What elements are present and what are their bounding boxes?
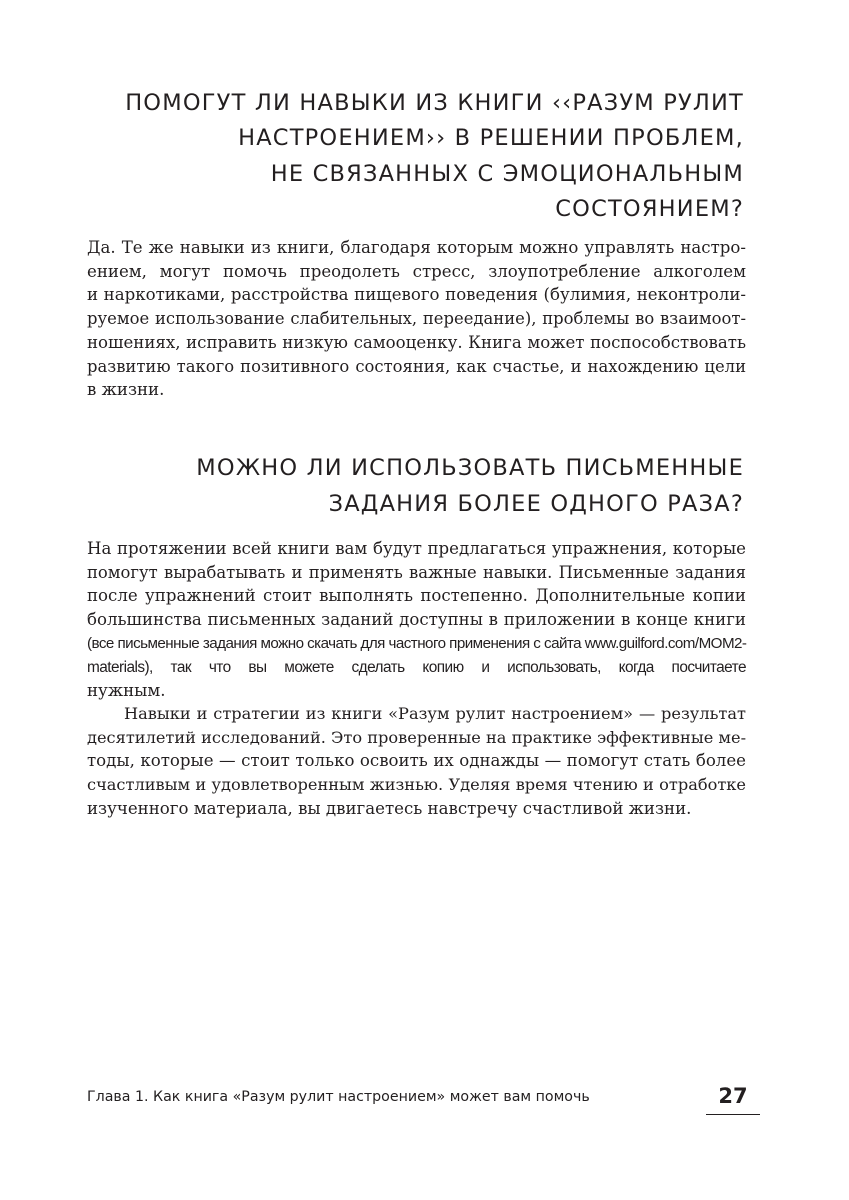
text-line: счастливым и удовлетворенным жизнью. Уделяя время чтению и отработке [87, 775, 746, 795]
text-line: в жизни. [87, 380, 165, 400]
text-line: после упражнений стоит выполнять постепенно. Дополнительные копии [87, 586, 746, 606]
section-heading-reuse-worksheets [196, 450, 744, 522]
text-line: ением, могут помочь преодолеть стресс, злоупотребление алкоголем [87, 261, 746, 281]
text-line: На протяжении всей книги вам будут предлагаться упражнения, которые [87, 539, 746, 558]
heading-line: НЕ СВЯЗАННЫХ С ЭМОЦИОНАЛЬНЫМ [270, 160, 744, 187]
text-line: развитию такого позитивного состояния, как счастье, и нахождению цели [87, 356, 746, 376]
paragraph-skills-and-strategies [87, 702, 746, 821]
text-line-url: (все письменные задания можно скачать для частного применения с сайта www.guilford.com/MOM2- [87, 634, 747, 652]
text-line: materials), так что вы можете сделать копию и использовать, когда посчитаете [87, 658, 746, 676]
text-line: ношениях, исправить низкую самооценку. Книга может поспособствовать [87, 332, 746, 352]
text-line: помогут вырабатывать и применять важные навыки. Письменные задания [87, 562, 746, 582]
text-line: большинства письменных заданий доступны в приложении в конце книги [87, 610, 746, 630]
text-line: десятилетий исследований. Это проверенные на практике эффективные ме- [87, 727, 747, 747]
paragraph-answer-yes [87, 236, 746, 402]
heading-line: МОЖНО ЛИ ИСПОЛЬЗОВАТЬ ПИСЬМЕННЫЕ [196, 455, 744, 481]
heading-line: НАСТРОЕНИЕМ›› В РЕШЕНИИ ПРОБЛЕМ, [238, 125, 744, 152]
heading-line: СОСТОЯНИЕМ? [555, 195, 744, 222]
text-line: Да. Те же навыки из книги, благодаря которым можно управлять настро- [87, 238, 746, 257]
paragraph-worksheets [87, 537, 746, 703]
text-line: нужным. [87, 681, 166, 701]
text-line: руемое использование слабительных, переедание), проблемы во взаимоот- [87, 309, 746, 329]
running-footer-chapter-title: Глава 1. Как книга «Разум рулит настроением» может вам помочь [87, 1089, 590, 1105]
text-line: Навыки и стратегии из книги «Разум рулит настроением» — результат [124, 704, 746, 723]
text-line: изученного материала, вы двигаетесь навстречу счастливой жизни. [87, 798, 692, 818]
text-line: тоды, которые — стоит только освоить их однажды — помогут стать более [87, 751, 746, 771]
page-number-rule [706, 1114, 760, 1115]
heading-line: ЗАДАНИЯ БОЛЕЕ ОДНОГО РАЗА? [328, 491, 744, 517]
section-heading-skills-beyond-mood [125, 86, 744, 227]
page-number: 27 [718, 1084, 748, 1108]
heading-line: ПОМОГУТ ЛИ НАВЫКИ ИЗ КНИГИ ‹‹РАЗУМ РУЛИТ [125, 90, 744, 116]
text-line: и наркотиками, расстройства пищевого поведения (булимия, неконтроли- [87, 285, 746, 305]
